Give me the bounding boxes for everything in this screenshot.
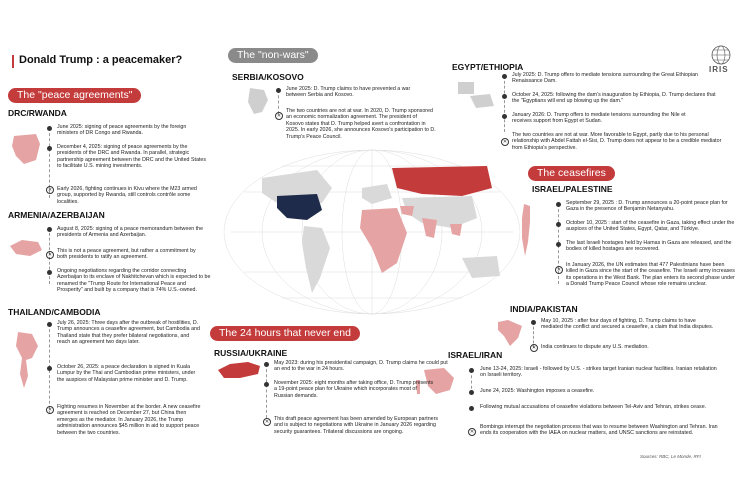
thailand-header: THAILAND/CAMBODIA [8,307,101,317]
serbia-item-2: The two countries are not at war. In 2020, D. Trump sponsored an economic normalization agreement. The president of Kosovo states that D. Trump helped avert a confrontation in 2025. In early 2026, she announces Kosovo's participation to D. Trump's Peace Council. [286,108,436,140]
thailand-item-2: October 26, 2025: a peace declaration is signed in Kuala Lumpur by the Thai and Cambodian prime ministers, under the auspices of Malaysian prime minister and D. Trump. [57,364,196,383]
israel-pal-bullet-1 [556,202,561,207]
drc-item-1: June 2025: signing of peace agreements by the foreign ministers of DR Congo and Rwanda. [57,124,187,137]
serbia-header: SERBIA/KOSOVO [232,72,304,82]
israel-pal-x-icon: ✕ [556,267,562,273]
thailand-bullet-2 [47,366,52,371]
israel-pal-bullet-3 [556,242,561,247]
egypt-map [456,80,496,115]
israel-iran-item-1: June 13-24, 2025: Israeli - followed by U.S. - strikes target Iranian nuclear facilities. Iranian retaliation on Israeli territory. [480,366,717,379]
israel-iran-x-icon: ✕ [469,429,475,435]
india-bullet-1 [531,320,536,325]
armenia-bullet-2 [47,270,52,275]
armenia-x-icon: ✕ [47,252,53,258]
title-bar [12,55,14,68]
russia-item-3: This draft peace agreement has been amended by European partners and is subject to negotiations with Ukraine in January 2026 regarding security guarantees. Trilateral discussions are ongoing. [274,416,439,435]
russia-bullet-2 [264,382,269,387]
israel-palestine-header: ISRAEL/PALESTINE [532,184,613,194]
egypt-bullet-1 [502,74,507,79]
armenia-item-1: August 8, 2025: signing of a peace memorandum between the presidents of Armenia and Azerbaijan. [57,226,204,239]
india-header: INDIA/PAKISTAN [510,304,578,314]
section-peace-agreements: The "peace agreements" [8,88,141,103]
egypt-header: EGYPT/ETHIOPIA [452,62,524,72]
egypt-item-1: July 2025: D. Trump offers to mediate tensions surrounding the Great Ethiopian Renaissance Dam. [512,72,698,85]
armenia-map [8,236,44,265]
page-title: Donald Trump : a peacemaker? [19,54,183,66]
russia-timeline [266,364,267,418]
egypt-bullet-3 [502,114,507,119]
israel-iran-bullet-3 [469,406,474,411]
sources-note: Sources: RBC, Le Monde, RFI [640,454,701,459]
israel-pal-bullet-2 [556,222,561,227]
russia-item-1: May 2023: during his presidential campaign, D. Trump claims he could put an end to the war in 24 hours. [274,360,448,373]
drc-item-2: December 4, 2025: signing of peace agreements by the presidents of the DRC and Rwanda. In parallel, strategic partnership agreement between the DRC and the United States to facilitate U.S. mining investments. [57,144,206,170]
serbia-bullet-1 [276,88,281,93]
drc-rwanda-header: DRC/RWANDA [8,108,67,118]
thailand-bullet-1 [47,322,52,327]
logo-text: IRIS [709,65,729,74]
drc-bullet-2 [47,146,52,151]
iris-logo [703,44,739,74]
israel-iran-item-3: Following mutual accusations of ceasefire violations between Tel-Aviv and Tehran, strikes cease. [480,404,707,410]
russia-item-2: November 2025: eight months after taking office, D. Trump presents a 19-point peace plan for Ukraine which incorporates most of Russian demands. [274,380,434,399]
israel-iran-bullet-1 [469,368,474,373]
world-map [222,148,522,316]
israel-palestine-map [518,202,534,263]
thailand-map [12,330,42,395]
section-ceasefires: The ceasefires [528,166,615,181]
russia-x-icon: ✕ [264,419,270,425]
armenia-header: ARMENIA/AZERBAIJAN [8,210,105,220]
israel-iran-item-4: Bombings interrupt the negotiation process that was to resume between Washington and Tehran. Iran ends its cooperation with the IAEA on nuclear matters, and UNSC sanctions are reinstated. [480,424,718,437]
israel-iran-header: ISRAEL/IRAN [448,350,503,360]
armenia-item-2: This is not a peace agreement, but rather a commitment by both presidents to ratify an agreement. [57,248,196,261]
india-item-1: May 10, 2025 : after four days of fighting, D. Trump claims to have mediated the conflict and secured a ceasefire, a claim that India disputes. [541,318,714,331]
india-item-2: India continues to dispute any U.S. mediation. [541,344,649,350]
india-x-icon: ✕ [531,345,537,351]
serbia-item-1: June 2025: D. Trump claims to have prevented a war between Serbia and Kosovo. [286,86,411,99]
israel-iran-bullet-2 [469,390,474,395]
egypt-item-4: The two countries are not at war. More favorable to Egypt, partly due to his personal relationship with Abdel Fattah el-Sisi, D. Trump does not appear to be a credible mediator from Ethiopia's perspective. [512,132,722,151]
serbia-x-icon: ✕ [276,113,282,119]
egypt-x-icon: ✕ [502,139,508,145]
egypt-bullet-2 [502,94,507,99]
drc-x-icon: ✕ [47,187,53,193]
serbia-map [246,86,270,121]
section-non-wars: The "non-wars" [228,48,318,63]
india-map [496,318,526,353]
armenia-item-3: Ongoing negotiations regarding the corridor connecting Azerbaijan to its enclave of Nakhitchevan which is expected to be renamed the "Trump Route for International Peace and Prosperity" and built by a company that is 74% U.S.-owned. [57,268,211,294]
russia-map [216,360,262,387]
armenia-bullet-1 [47,227,52,232]
israel-pal-item-1: September 29, 2025 : D. Trump announces a 20-point peace plan for Gaza in the presence of Benjamin Netanyahu. [566,200,728,213]
israel-pal-item-3: The last Israeli hostages held by Hamas in Gaza are released, and the bodies of killed hostages are recovered. [566,240,732,253]
russia-bullet-1 [264,362,269,367]
egypt-timeline [504,76,505,132]
section-24-hours: The 24 hours that never end [210,326,360,341]
thailand-item-1: July 26, 2025: Three days after the outbreak of hostilities, D. Trump announces a ceasefire agreement, but Cambodia and Thailand state that they prefer bilateral negotiations, and reach an agreement two days later. [57,320,200,346]
egypt-item-3: January 2026: D. Trump offers to mediate tensions surrounding the Nile et receives support from Egypt et Sudan. [512,112,686,125]
israel-pal-item-2: October 10, 2025 : start of the ceasefire in Gaza, taking effect under the auspices of the United States, Egypt, Qatar, and Türkiye. [566,220,735,233]
thailand-item-3: Fighting resumes in November at the border. A new ceasefire agreement is reached on December 27, but China then emerges as the mediator. In January 2026, the Trump administration announces $45 million in aid to support peace between the two countries. [57,404,201,436]
serbia-timeline [278,90,279,114]
thailand-x-icon: ✕ [47,407,53,413]
russia-header: RUSSIA/UKRAINE [214,348,288,358]
drc-bullet-1 [47,126,52,131]
drc-rwanda-map [8,130,44,173]
egypt-item-2: October 24, 2025: following the dam's inauguration by Ethiopia, D. Trump declares that the "Egyptians will end up blowing up the dam." [512,92,716,105]
israel-iran-item-2: June 24, 2025: Washington imposes a ceasefire. [480,388,595,394]
drc-item-3: Early 2026, fighting continues in Kivu where the M23 armed group, supported by Rwanda, still controls contrôle some localities. [57,186,197,205]
israel-pal-item-4: In January 2026, the UN estimates that 477 Palestinians have been killed in Gaza since the start of the ceasefire. The Israeli army increases its operations in the West Bank. The plan enters its second phase under a Donald Trump Peace Council whose role remains unclear. [566,262,735,288]
